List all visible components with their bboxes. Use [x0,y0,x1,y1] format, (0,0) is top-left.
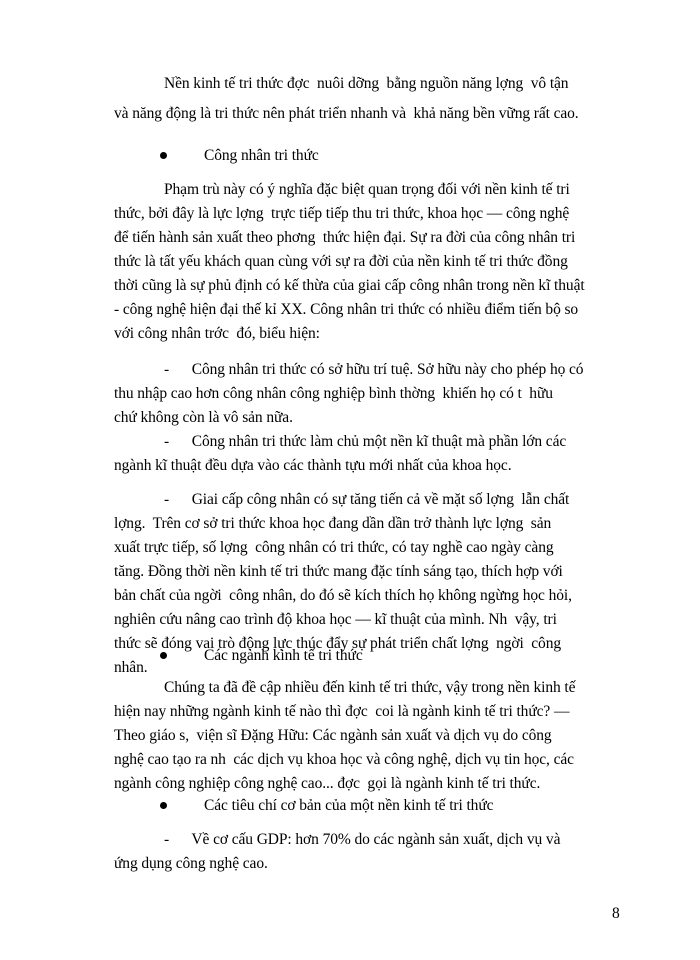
text-span: - Giai cấp công nhân có sự tăng tiến cả về mặt số lợng lẫn chất [164,491,570,508]
bullet-icon [160,652,167,659]
text-line [0,724,700,748]
bullet-heading-knowledge-sectors [0,644,700,668]
text-span: và năng động là tri thức nên phát triển nhanh và khả năng bền vững rất cao. [114,105,579,122]
text-line [0,700,700,724]
heading-text: Các tiêu chí cơ bản của một nền kinh tế tri thức [204,797,494,814]
bullet-icon [160,152,167,159]
text-line [0,454,700,478]
text-line [0,584,700,608]
text-span: thức sẽ đóng vai trò động lực thúc đẩy sự phát triển chất lợng ngời công [114,635,562,652]
text-span: Nền kinh tế tri thức đợc nuôi dỡng bằng nguồn năng lợng vô tận [164,75,569,92]
text-line [0,274,700,298]
text-line [0,298,700,322]
heading-text: Các ngành kinh tế tri thức [204,647,363,664]
text-span: lợng. Trên cơ sở tri thức khoa học đang dần dần trở thành lực lợng sản [114,515,552,532]
text-span: xuất trực tiếp, số lợng công nhân có tri thức, có tay nghề cao ngày càng [114,539,554,556]
text-span: tăng. Đồng thời nền kinh tế tri thức mang đặc tính sáng tạo, thích hợp với [114,563,563,580]
text-line [0,676,700,700]
text-line [0,828,700,852]
text-line [0,512,700,536]
text-span: - công nghệ hiện đại thế kỉ XX. Công nhân tri thức có nhiều điểm tiến bộ so [114,301,579,318]
text-span: - Về cơ cấu GDP: hơn 70% do các ngành sản xuất, dịch vụ và [164,831,561,848]
text-line [0,560,700,584]
text-line [0,72,700,96]
text-span: thu nhập cao hơn công nhân công nghiệp bình thờng khiến họ có t hữu [114,385,553,402]
text-span: nghiên cứu nâng cao trình độ khoa học — kĩ thuật của mình. Nh vậy, tri [114,611,557,628]
text-span: Theo giáo s, viện sĩ Đặng Hữu: Các ngành sản xuất và dịch vụ do công [114,727,552,744]
text-span: nghệ cao tạo ra nh các dịch vụ khoa học và công nghệ, dịch vụ tin học, các [114,751,574,768]
text-span: - Công nhân tri thức có sở hữu trí tuệ. Sở hữu này cho phép họ có [164,361,584,378]
text-span: ứng dụng công nghệ cao. [114,855,268,872]
heading-text: Công nhân tri thức [204,147,319,164]
text-span: để tiến hành sản xuất theo phơng thức hiện đại. Sự ra đời của công nhân tri [114,229,576,246]
text-line [0,178,700,202]
text-line [0,488,700,512]
text-span: hiện nay những ngành kinh tế nào thì đợc coi là ngành kinh tế tri thức? — [114,703,570,720]
text-line [0,536,700,560]
text-span: bản chất của ngời công nhân, do đó sẽ kích thích họ không ngừng học hỏi, [114,587,572,604]
bullet-heading-knowledge-workers [0,144,700,168]
page-number: 8 [612,905,620,922]
text-span: ngành kĩ thuật đều dựa vào các thành tựu mới nhất của khoa học. [114,457,512,474]
text-line [0,382,700,406]
text-span: - Công nhân tri thức làm chủ một nền kĩ thuật mà phần lớn các [164,433,567,450]
bullet-heading-basic-criteria [0,794,700,818]
text-line [0,102,700,126]
text-span: Phạm trù này có ý nghĩa đặc biệt quan trọng đối với nền kinh tế tri [164,181,570,198]
text-line [0,430,700,454]
text-span: ngành công nghiệp công nghệ cao... đợc gọi là ngành kinh tế tri thức. [114,775,541,792]
text-line [0,772,700,796]
text-line [0,406,700,430]
text-span: với công nhân trớc đó, biểu hiện: [114,325,320,342]
text-span: chứ không còn là vô sản nữa. [114,409,293,426]
bullet-icon [160,802,167,809]
text-line [0,250,700,274]
text-line [0,322,700,346]
text-line [0,748,700,772]
text-line [0,852,700,876]
text-span: Chúng ta đã đề cập nhiều đến kinh tế tri thức, vậy trong nền kinh tế [164,679,576,696]
text-span: nhân. [114,659,148,676]
text-line [0,608,700,632]
text-line [0,226,700,250]
text-span: thức là tất yếu khách quan cùng với sự ra đời của nền kinh tế tri thức đồng [114,253,568,270]
text-line [0,202,700,226]
text-span: thức, bởi đây là lực lợng trực tiếp tiếp thu tri thức, khoa học — công nghệ [114,205,570,222]
text-line [0,358,700,382]
text-span: thời cũng là sự phủ định có kế thừa của giai cấp công nhân trong nền kĩ thuật [114,277,585,294]
